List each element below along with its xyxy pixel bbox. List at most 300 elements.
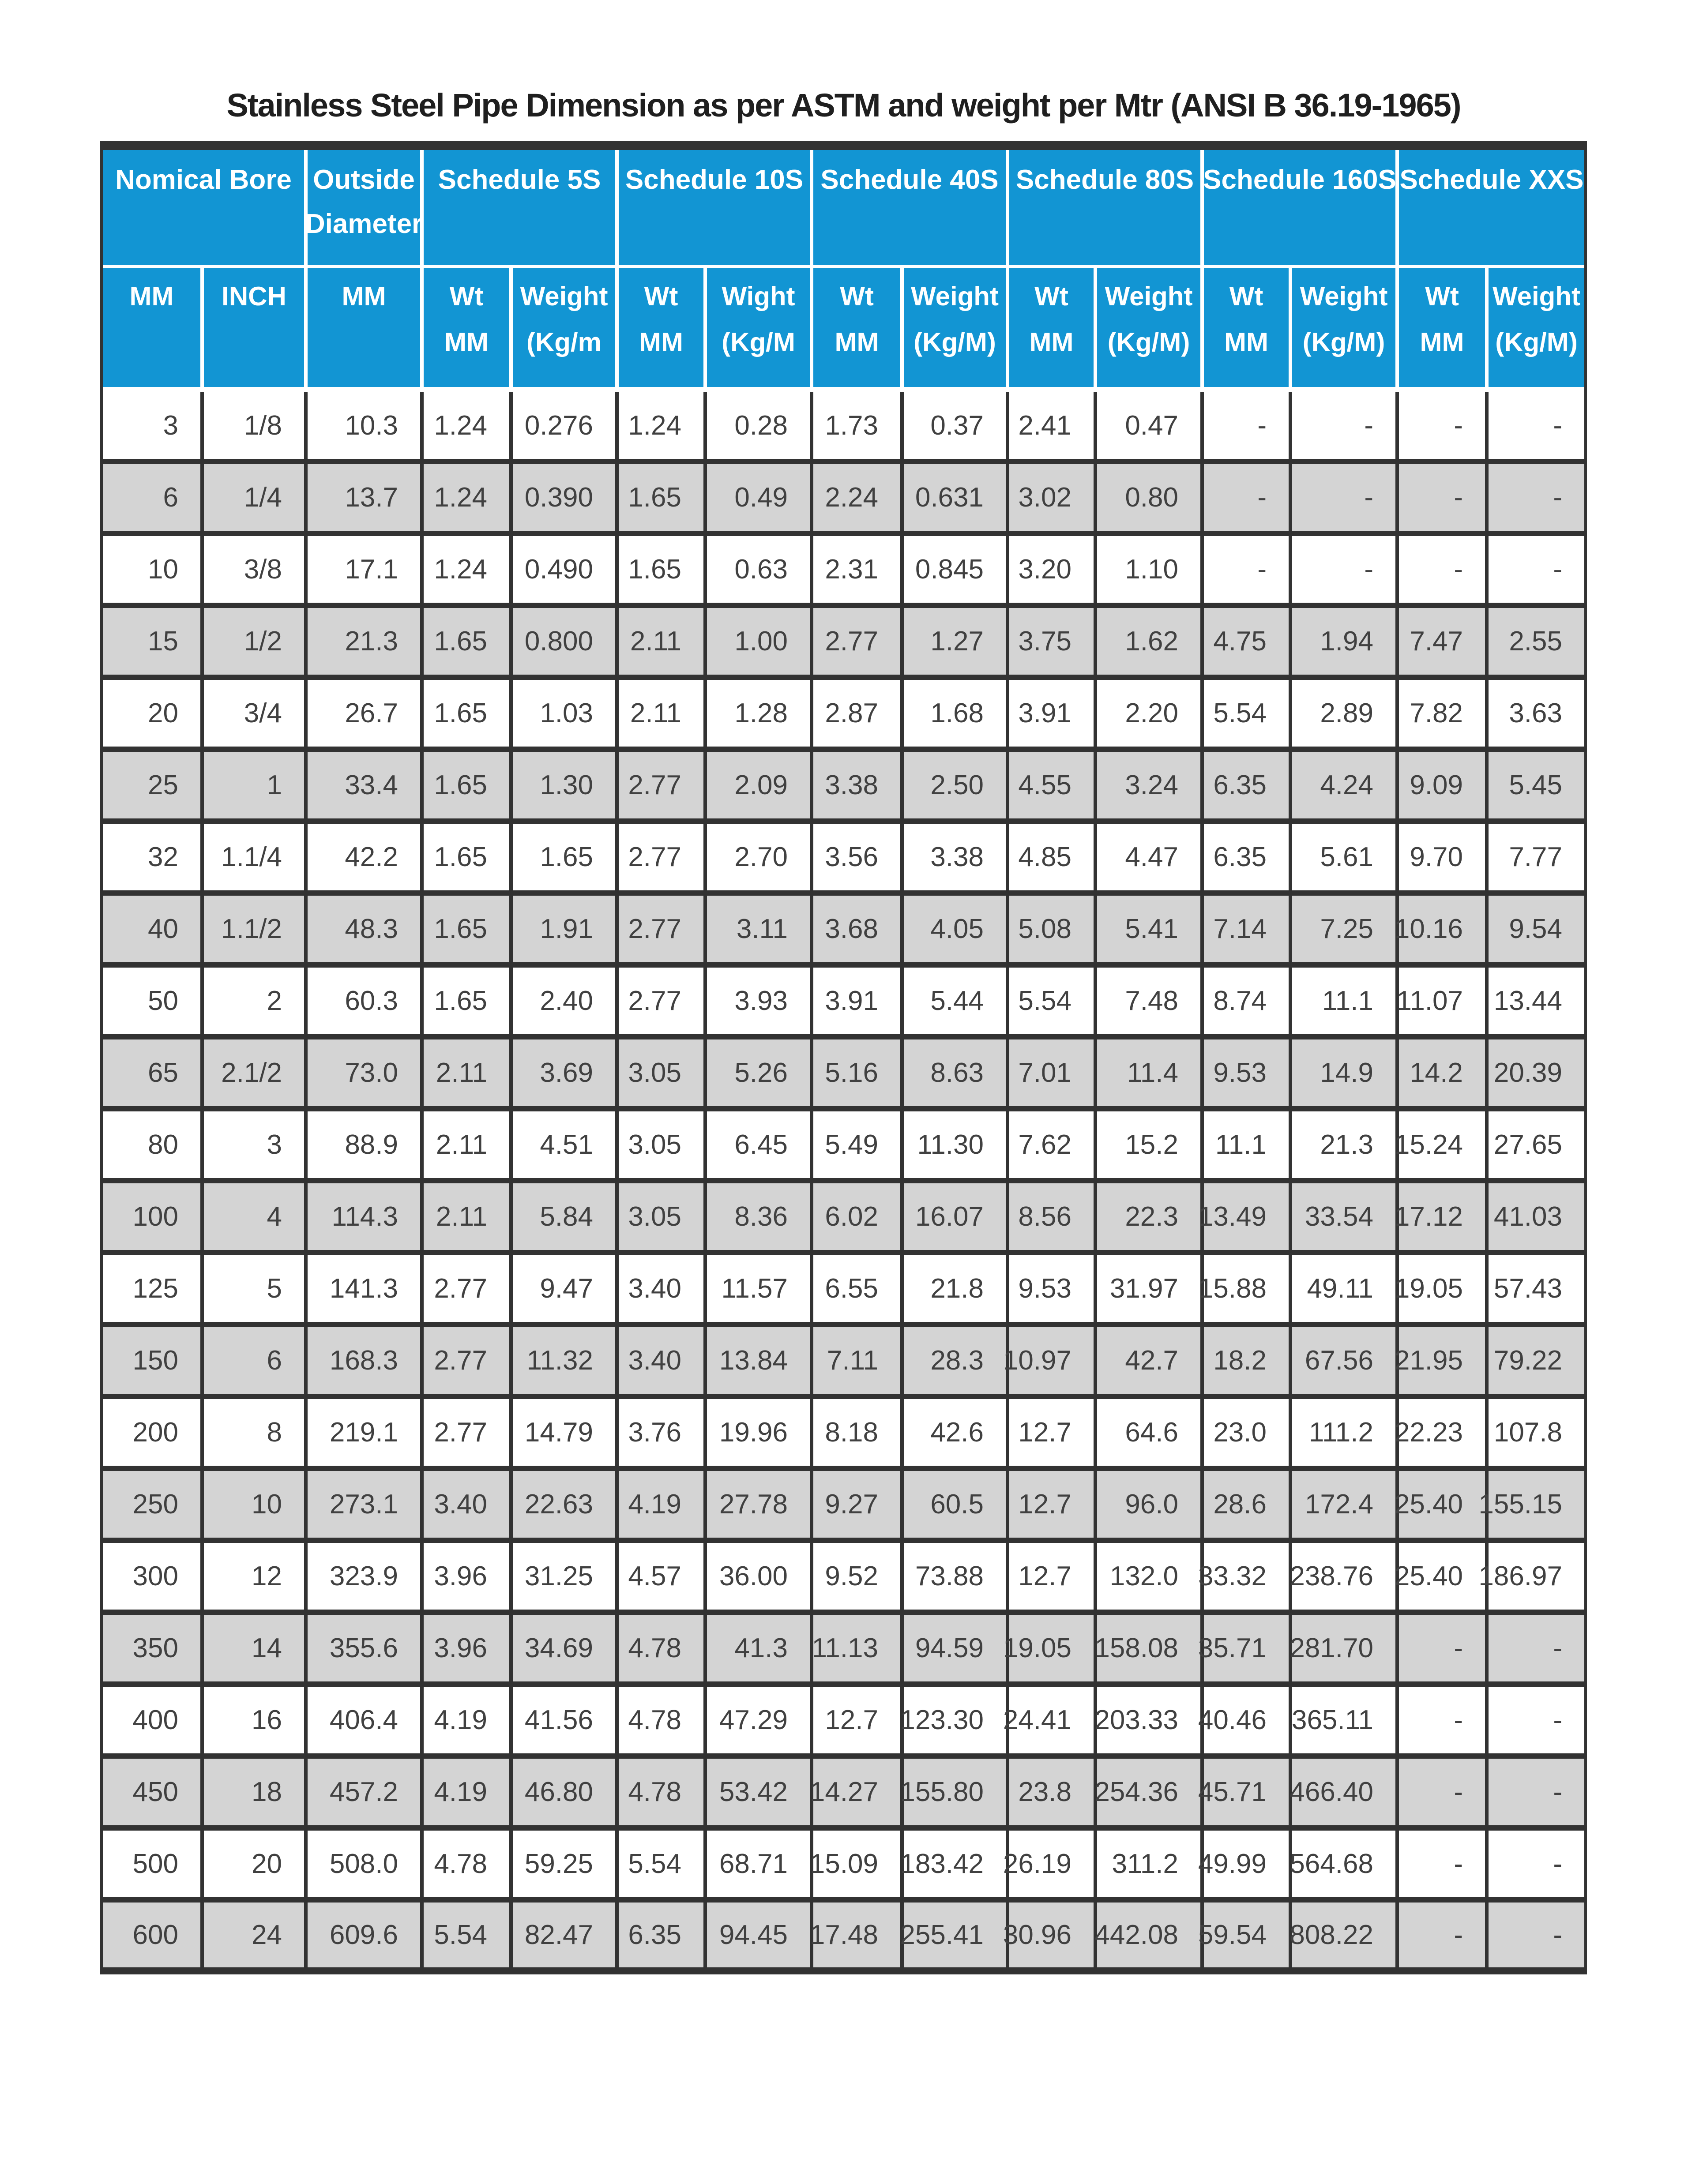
table-cell: 45.71 — [1204, 1759, 1292, 1825]
table-cell: 1.65 — [424, 824, 513, 890]
table-cell: 3.20 — [1009, 536, 1097, 603]
table-cell: 1/8 — [204, 392, 308, 459]
table-cell: 3.05 — [619, 1111, 707, 1178]
table-cell: 23.0 — [1204, 1399, 1292, 1466]
table-cell: 11.07 — [1399, 968, 1489, 1034]
table-cell: 3 — [204, 1111, 308, 1178]
table-cell: 4.19 — [424, 1687, 513, 1753]
table-cell: 1.65 — [424, 896, 513, 962]
table-cell: 22.63 — [513, 1471, 619, 1538]
table-cell: 21.3 — [308, 608, 424, 675]
table-cell: 4.47 — [1097, 824, 1204, 890]
table-cell: 1.62 — [1097, 608, 1204, 675]
table-row — [103, 896, 1584, 968]
table-cell: 1.65 — [424, 680, 513, 747]
column-subheader — [424, 268, 513, 387]
group-header-line1: Outside — [313, 165, 415, 195]
table-cell: 3/8 — [204, 536, 308, 603]
table-cell: 18.2 — [1204, 1327, 1292, 1394]
table-cell: 2.50 — [904, 752, 1009, 818]
column-group-header — [103, 150, 308, 265]
table-cell: 1/2 — [204, 608, 308, 675]
subheader-line2: (Kg/M) — [1495, 327, 1578, 357]
table-row — [103, 392, 1584, 464]
table-row — [103, 1759, 1584, 1831]
table-cell: 4.78 — [619, 1687, 707, 1753]
column-subheader — [204, 268, 308, 387]
subheader-line1: Wt — [1425, 281, 1459, 311]
table-cell: 20.39 — [1493, 1058, 1562, 1088]
subheader-line1: MM — [129, 281, 174, 311]
table-row — [103, 968, 1584, 1039]
table-cell: 42.2 — [308, 824, 424, 890]
table-cell: 183.42 — [904, 1831, 1009, 1897]
table-cell: 79.22 — [1493, 1345, 1562, 1376]
table-cell: 3 — [103, 392, 204, 459]
table-cell: 172.4 — [1292, 1471, 1399, 1538]
table-cell: 4.57 — [619, 1543, 707, 1610]
table-cell: 3.56 — [813, 824, 904, 890]
table-cell: 4.78 — [424, 1831, 513, 1897]
table-row — [103, 1615, 1584, 1687]
table-cell: 26.19 — [1009, 1831, 1097, 1897]
table-cell: 4.51 — [513, 1111, 619, 1178]
table-row — [103, 1111, 1584, 1183]
table-cell: 6.35 — [619, 1903, 707, 1967]
table-cell: 73.0 — [308, 1039, 424, 1106]
table-cell: 33.32 — [1204, 1543, 1292, 1610]
table-cell: 36.00 — [707, 1543, 813, 1610]
column-group-header — [424, 150, 619, 265]
table-cell: 2.11 — [619, 680, 707, 747]
table-cell: 35.71 — [1204, 1615, 1292, 1681]
table-cell: 22.3 — [1097, 1183, 1204, 1250]
table-row — [103, 1039, 1584, 1111]
table-cell: 14 — [204, 1615, 308, 1681]
table-cell: 41.03 — [1493, 1201, 1562, 1232]
table-cell: - — [1553, 1777, 1562, 1807]
table-cell: 0.47 — [1097, 392, 1204, 459]
table-row — [103, 1399, 1584, 1471]
table-cell: 5.08 — [1009, 896, 1097, 962]
table-cell: 11.57 — [707, 1255, 813, 1322]
group-header-line1: Schedule 160S — [1203, 165, 1396, 195]
header-divider — [103, 265, 1584, 268]
table-cell: 15.2 — [1097, 1111, 1204, 1178]
table-cell: 49.99 — [1204, 1831, 1292, 1897]
table-cell: - — [1399, 392, 1489, 459]
subheader-line1: Wight — [722, 281, 795, 311]
table-cell: - — [1399, 464, 1489, 531]
table-row — [103, 1183, 1584, 1255]
table-cell: 1.1/4 — [204, 824, 308, 890]
table-cell: 200 — [103, 1399, 204, 1466]
table-cell: 59.54 — [1204, 1903, 1292, 1967]
table-cell: 1.94 — [1292, 608, 1399, 675]
table-cell: 7.01 — [1009, 1039, 1097, 1106]
table-cell: 2 — [204, 968, 308, 1034]
table-cell: 11.4 — [1097, 1039, 1204, 1106]
table-cell: 1.65 — [619, 464, 707, 531]
table-cell: 64.6 — [1097, 1399, 1204, 1466]
table-cell: 1.00 — [707, 608, 813, 675]
table-cell: 2.77 — [619, 896, 707, 962]
table-cell: 2.77 — [424, 1327, 513, 1394]
table-row — [103, 1831, 1584, 1903]
subheader-line1: Wt — [1229, 281, 1263, 311]
column-subheader — [1097, 268, 1204, 387]
column-group-header — [305, 150, 424, 265]
table-cell: 9.27 — [813, 1471, 904, 1538]
table-cell: 3.91 — [1009, 680, 1097, 747]
table-cell: 254.36 — [1097, 1759, 1204, 1825]
column-group-header — [1399, 150, 1584, 265]
table-cell: 500 — [103, 1831, 204, 1897]
table-cell: 300 — [103, 1543, 204, 1610]
table-cell: 3.96 — [424, 1615, 513, 1681]
table-cell: 141.3 — [308, 1255, 424, 1322]
table-cell: 600 — [103, 1903, 204, 1967]
table-cell: 5.16 — [813, 1039, 904, 1106]
table-cell: 238.76 — [1292, 1543, 1399, 1610]
table-cell: 14.79 — [513, 1399, 619, 1466]
table-cell: 9.54 — [1509, 914, 1562, 944]
table-cell: 10 — [204, 1471, 308, 1538]
table-cell: 59.25 — [513, 1831, 619, 1897]
column-subheader — [1399, 268, 1489, 387]
table-cell: 4.24 — [1292, 752, 1399, 818]
group-header-line1: Schedule XXS — [1399, 165, 1584, 195]
table-cell: 1.24 — [424, 392, 513, 459]
table-cell: 50 — [103, 968, 204, 1034]
table-cell: 15 — [103, 608, 204, 675]
table-cell: 21.8 — [904, 1255, 1009, 1322]
table-cell: 34.69 — [513, 1615, 619, 1681]
subheader-line2: MM — [1029, 327, 1074, 357]
table-cell: 0.845 — [904, 536, 1009, 603]
table-cell: 5.44 — [904, 968, 1009, 1034]
table-cell: 125 — [103, 1255, 204, 1322]
table-cell: 1.24 — [424, 464, 513, 531]
table-cell: 7.14 — [1204, 896, 1292, 962]
subheader-line2: (Kg/M) — [1107, 327, 1190, 357]
table-cell: 7.11 — [813, 1327, 904, 1394]
table-cell: 111.2 — [1292, 1399, 1399, 1466]
table-row — [103, 1543, 1584, 1615]
table-cell: 47.29 — [707, 1687, 813, 1753]
table-cell: 26.7 — [308, 680, 424, 747]
table-cell: 28.6 — [1204, 1471, 1292, 1538]
column-group-header — [1009, 150, 1204, 265]
column-subheader — [707, 268, 813, 387]
table-cell: 24 — [204, 1903, 308, 1967]
table-cell: 311.2 — [1097, 1831, 1204, 1897]
table-cell: 31.25 — [513, 1543, 619, 1610]
table-cell: 6 — [103, 464, 204, 531]
table-cell: 466.40 — [1292, 1759, 1399, 1825]
subheader-line1: Wt — [1034, 281, 1068, 311]
table-cell: 2.55 — [1509, 626, 1562, 657]
table-cell: - — [1553, 1633, 1562, 1663]
table-cell: 808.22 — [1292, 1903, 1399, 1967]
table-cell: 11.1 — [1204, 1111, 1292, 1178]
table-cell: 25 — [103, 752, 204, 818]
table-cell: 94.59 — [904, 1615, 1009, 1681]
group-header-line1: Schedule 40S — [820, 165, 999, 195]
table-cell: 6.35 — [1204, 824, 1292, 890]
table-cell: - — [1292, 464, 1399, 531]
column-subheader — [1292, 268, 1399, 387]
table-cell: 23.8 — [1009, 1759, 1097, 1825]
table-cell: - — [1553, 410, 1562, 441]
column-subheader — [1204, 268, 1292, 387]
table-cell: 5.41 — [1097, 896, 1204, 962]
table-cell: 4.19 — [424, 1759, 513, 1825]
table-cell: 3.40 — [424, 1471, 513, 1538]
table-cell: 14.27 — [813, 1759, 904, 1825]
table-subheader-row — [103, 268, 1584, 387]
table-cell: 1/4 — [204, 464, 308, 531]
table-cell: 400 — [103, 1687, 204, 1753]
table-cell: 33.54 — [1292, 1183, 1399, 1250]
table-row — [103, 464, 1584, 536]
column-subheader — [308, 268, 424, 387]
table-cell: 5.54 — [1204, 680, 1292, 747]
table-cell: 27.65 — [1493, 1130, 1562, 1160]
table-cell: 12.7 — [1009, 1399, 1097, 1466]
table-row — [103, 1903, 1584, 1974]
group-header-line1: Schedule 80S — [1015, 165, 1194, 195]
column-subheader — [513, 268, 619, 387]
table-cell: 17.48 — [813, 1903, 904, 1967]
table-cell: 8.18 — [813, 1399, 904, 1466]
table-cell: 3.63 — [1509, 698, 1562, 728]
table-cell: 1.65 — [424, 752, 513, 818]
table-cell: 2.40 — [513, 968, 619, 1034]
table-cell: - — [1399, 536, 1489, 603]
header-gap — [103, 387, 1584, 392]
table-cell: 7.82 — [1399, 680, 1489, 747]
table-cell: 3.11 — [707, 896, 813, 962]
table-cell: 5 — [204, 1255, 308, 1322]
subheader-line2: MM — [639, 327, 683, 357]
table-cell: 4.78 — [619, 1615, 707, 1681]
table-row — [103, 752, 1584, 824]
table-row — [103, 536, 1584, 608]
table-cell: 9.53 — [1204, 1039, 1292, 1106]
table-cell: 186.97 — [1478, 1561, 1562, 1591]
column-subheader — [813, 268, 904, 387]
table-cell: 0.80 — [1097, 464, 1204, 531]
subheader-line1: INCH — [222, 281, 286, 311]
subheader-line2: MM — [1224, 327, 1268, 357]
table-cell: 31.97 — [1097, 1255, 1204, 1322]
table-cell: - — [1204, 392, 1292, 459]
table-cell: 22.23 — [1399, 1399, 1489, 1466]
table-cell: 250 — [103, 1471, 204, 1538]
table-cell: 2.11 — [619, 608, 707, 675]
table-cell: 155.80 — [904, 1759, 1009, 1825]
table-cell: 2.77 — [424, 1399, 513, 1466]
table-cell: 6.02 — [813, 1183, 904, 1250]
table-cell: 0.37 — [904, 392, 1009, 459]
table-cell: 5.54 — [1009, 968, 1097, 1034]
subheader-line2: (Kg/M) — [914, 327, 996, 357]
table-cell: 5.54 — [424, 1903, 513, 1967]
table-group-header-row — [103, 150, 1584, 265]
table-cell: 3.75 — [1009, 608, 1097, 675]
table-cell: 9.53 — [1009, 1255, 1097, 1322]
table-cell: 94.45 — [707, 1903, 813, 1967]
table-cell: 65 — [103, 1039, 204, 1106]
table-cell: 3.96 — [424, 1543, 513, 1610]
table-cell: 1.73 — [813, 392, 904, 459]
table-row — [103, 1687, 1584, 1759]
table-cell: 5.84 — [513, 1183, 619, 1250]
table-cell: 2.41 — [1009, 392, 1097, 459]
table-cell: 6.45 — [707, 1111, 813, 1178]
table-cell: 158.08 — [1097, 1615, 1204, 1681]
table-cell: - — [1399, 1903, 1489, 1967]
table-cell: 11.1 — [1292, 968, 1399, 1034]
table-cell: 1.03 — [513, 680, 619, 747]
table-cell: 3.40 — [619, 1327, 707, 1394]
table-cell: 1.65 — [424, 968, 513, 1034]
table-cell: 4.78 — [619, 1759, 707, 1825]
table-top-border — [103, 141, 1584, 150]
table-cell: 609.6 — [308, 1903, 424, 1967]
table-cell: 13.49 — [1204, 1183, 1292, 1250]
table-cell: 3.76 — [619, 1399, 707, 1466]
subheader-line2: MM — [835, 327, 879, 357]
table-cell: 2.11 — [424, 1111, 513, 1178]
table-row — [103, 608, 1584, 680]
table-cell: 12.7 — [1009, 1471, 1097, 1538]
table-cell: 3.68 — [813, 896, 904, 962]
table-cell: 2.77 — [424, 1255, 513, 1322]
table-cell: 5.45 — [1509, 770, 1562, 800]
table-cell: 168.3 — [308, 1327, 424, 1394]
table-cell: 42.7 — [1097, 1327, 1204, 1394]
column-subheader — [1009, 268, 1097, 387]
table-cell: 4.85 — [1009, 824, 1097, 890]
table-cell: 114.3 — [308, 1183, 424, 1250]
table-cell: 9.47 — [513, 1255, 619, 1322]
table-cell: 96.0 — [1097, 1471, 1204, 1538]
table-cell: 1.30 — [513, 752, 619, 818]
table-cell: 3.05 — [619, 1039, 707, 1106]
table-cell: 2.70 — [707, 824, 813, 890]
column-group-header — [1204, 150, 1399, 265]
table-cell: 3.24 — [1097, 752, 1204, 818]
table-cell: 33.4 — [308, 752, 424, 818]
subheader-line1: Weight — [1105, 281, 1193, 311]
table-cell: - — [1204, 536, 1292, 603]
table-cell: 2.1/2 — [204, 1039, 308, 1106]
table-cell: 13.7 — [308, 464, 424, 531]
table-cell: 11.32 — [513, 1327, 619, 1394]
table-cell: 12.7 — [813, 1687, 904, 1753]
table-cell: 255.41 — [904, 1903, 1009, 1967]
table-cell: 0.276 — [513, 392, 619, 459]
table-cell: 49.11 — [1292, 1255, 1399, 1322]
table-cell: 27.78 — [707, 1471, 813, 1538]
table-row — [103, 1327, 1584, 1399]
page-title: Stainless Steel Pipe Dimension as per ASTM and weight per Mtr (ANSI B 36.19-1965) — [226, 87, 1461, 124]
table-cell: 20 — [103, 680, 204, 747]
table-cell: 219.1 — [308, 1399, 424, 1466]
table-cell: 450 — [103, 1759, 204, 1825]
table-cell: 8.63 — [904, 1039, 1009, 1106]
table-cell: 16 — [204, 1687, 308, 1753]
table-cell: 32 — [103, 824, 204, 890]
table-cell: 73.88 — [904, 1543, 1009, 1610]
table-cell: 41.3 — [707, 1615, 813, 1681]
table-cell: 2.77 — [813, 608, 904, 675]
table-cell: 0.490 — [513, 536, 619, 603]
table-cell: 6 — [204, 1327, 308, 1394]
table-cell: 508.0 — [308, 1831, 424, 1897]
table-cell: 7.25 — [1292, 896, 1399, 962]
table-cell: 4.19 — [619, 1471, 707, 1538]
table-cell: 21.95 — [1399, 1327, 1489, 1394]
table-cell: 7.48 — [1097, 968, 1204, 1034]
table-cell: 1.28 — [707, 680, 813, 747]
table-cell: 323.9 — [308, 1543, 424, 1610]
table-cell: 10.16 — [1399, 896, 1489, 962]
column-subheader — [619, 268, 707, 387]
subheader-line1: MM — [342, 281, 386, 311]
column-group-header — [619, 150, 813, 265]
table-cell: 0.49 — [707, 464, 813, 531]
table-cell: 3.02 — [1009, 464, 1097, 531]
table-cell: 14.2 — [1399, 1039, 1489, 1106]
table-cell: - — [1399, 1759, 1489, 1825]
subheader-line1: Wt — [644, 281, 678, 311]
table-cell: 3.93 — [707, 968, 813, 1034]
table-cell: 19.05 — [1009, 1615, 1097, 1681]
table-cell: - — [1553, 1705, 1562, 1735]
table-cell: 80 — [103, 1111, 204, 1178]
table-cell: 7.47 — [1399, 608, 1489, 675]
table-cell: 2.09 — [707, 752, 813, 818]
table-cell: 5.26 — [707, 1039, 813, 1106]
subheader-line2: (Kg/M) — [1302, 327, 1385, 357]
table-cell: 1.24 — [619, 392, 707, 459]
table-cell: 2.77 — [619, 752, 707, 818]
table-cell: 132.0 — [1097, 1543, 1204, 1610]
table-cell: 0.63 — [707, 536, 813, 603]
table-cell: 40.46 — [1204, 1687, 1292, 1753]
group-header-line1: Schedule 10S — [625, 165, 804, 195]
table-cell: 2.31 — [813, 536, 904, 603]
table-cell: 4 — [204, 1183, 308, 1250]
table-cell: 1 — [204, 752, 308, 818]
table-cell: 0.800 — [513, 608, 619, 675]
table-cell: 25.40 — [1399, 1543, 1489, 1610]
table-cell: - — [1553, 1849, 1562, 1879]
table-cell: 1.65 — [424, 608, 513, 675]
table-cell: 3.38 — [904, 824, 1009, 890]
table-row — [103, 680, 1584, 752]
table-cell: 16.07 — [904, 1183, 1009, 1250]
group-header-line1: Nomical Bore — [115, 165, 292, 195]
subheader-line2: MM — [1420, 327, 1464, 357]
group-header-line1: Schedule 5S — [438, 165, 601, 195]
table-cell: 564.68 — [1292, 1831, 1399, 1897]
group-header-line2: Diameter — [305, 209, 423, 239]
table-cell: 24.41 — [1009, 1687, 1097, 1753]
